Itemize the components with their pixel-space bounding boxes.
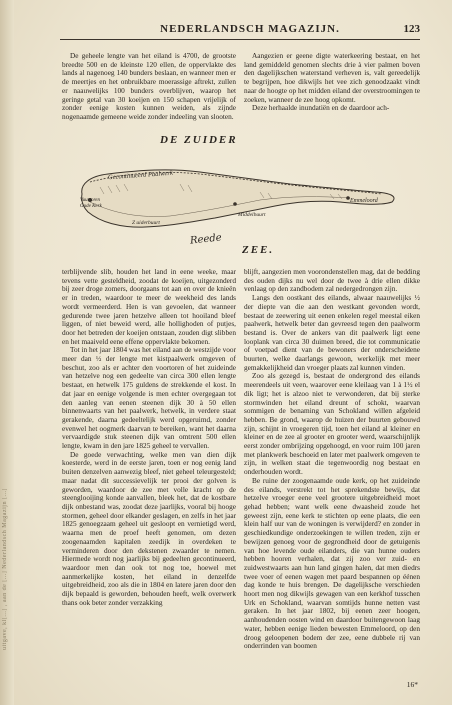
paragraph: Zoo als gezegd is, bestaat de ondergrond des eilands meerendeels uit veen, waarover eene kleilaag van 1 à 1½ el dik ligt; het is alzoo niet te verwonderen, dat bij sterke stormwinden het eiland dreunt of schokt, waarvan sommigen de benaming van Schokland willen afgeleid hebben. Be grond, waarop de huizen der buurten gebouwd zijn, schijnt in vroegeren tijd, toen het eiland al kleiner en kleiner en de zee al grooter en grooter werd, waarschijnlijk eerst zonder ombrijzing opgehoogd, en voor ruim 100 jaren met plankwerk beschoeid en later met paalwerk omgeven te zijn, in welken staat die tegenwoordig nog bestaat en onderhouden wordt. (244, 371, 420, 477)
column-bottom-left (62, 268, 236, 673)
paragraph: Be ruine der zoogenaamde oude kerk, op het zuideinde des eilands, verstrekt tot het sprekendste bewijs, dat hetzelve vroeger eene veel grootere uitgebreidheid moet gehad hebben; want welk eene dwaasheid zoude het geweest zijn, eene kerk te stichten op eene plaats, die een klein half uur van de woningen is verwijderd? en zonder in geschiedkundige onderzoekingen te willen treden, zijn er bewijzen genoeg voor de gegrondheid door de getuigenis van hoe levende oude eilanders, die van hunne ouders hebben hooren verhalen, dat zij zoo ver zuid- en zuidwestwaarts aan hun land gingen halen, dat men diedrs twee voer of eenen wagen met paard bespannen op éénen dag konde te huis brengen. De dagelijksche verschieden hoort men nog dikwijls gewagen van een kerkhof tusschen Urk en Schokland, waarvan somtijds hunne netten vast geraken. In het jaar 1802, bij eenen zeer hoogen, aanhoudenden oosten wind en daardoor buitengewoon laag water, hebben eenige lieden bewesten Emmeloord, op den droog geloopenen bodem der zee, eene dubbele rij van onderrinden van boomen (244, 475, 420, 651)
paragraph: Langs den oostkant des eilands, alwaar naauwelijks ½ der diepte van die aan den westkant gevonden wordt, bestaat de zeewering uit eenen enkelen regel meestal eiken paalwerk, hetwelk beter dan gevreesd tegen den paalworm bestand is. Over de ankers van dit paalwerk ligt eene looplank van circa 30 duimen breed, die tot communicatie of voetpad dient van de bewoners der onderscheidene buurten, welke daarlangs gewoon, werkelijk met meer gemakkelijkheid dan vroeger plaats zal kunnen vinden. (244, 293, 420, 372)
map-label-emmeloord: Emmeloord (350, 198, 378, 204)
paragraph: Aangezien er geene digte waterkeering bestaat, en het land gemiddeld genomen slechts drie à vier palmen boven den dagelijkschen waterstand verheven is, valt gereedelijk te begrijpen, hoe dikwijls het vee zich genoodzaakt vindt naar de hoogte op het midden eiland der overstroomingen te zoeken, wanneer de zee hoog opkomt. (244, 52, 420, 104)
column-top-right (244, 52, 420, 140)
map-label-north: DE ZUIDER (160, 134, 238, 146)
paragraph: terblijvende slib, houden het land in eene weeke, maar tevens vette gesteldheid, zoodat de koeijen, uitgezonderd bij zeer droge zomers, doorgaans tot aan en over de knieën er in treden, waardoor te meer de weekheid des lands wordt vermeerderd. Hen is van gevoelen, dat wanneer gedurende twee jaren hetzelve alleen tot hooiland bleef liggen, of niet beweid werd, alle hollighoden of putjes, door het betreden der koeijen ontstaan, zouden digt slibben en het maaiveld eene effene oppervlakte bekomen. (62, 268, 236, 346)
map-label-oude-kerk: Oude Kerk (80, 204, 102, 209)
paragraph: Deze herhaalde inundatiën en de daardoor ach- (252, 103, 390, 113)
middelbuurt-marker (233, 202, 237, 206)
map-label-paalwerk: Gecontinueerd Paalwerk (107, 169, 174, 182)
map-label-zuiderbuurt: Z uiderbuurt (132, 220, 160, 226)
page-header (60, 23, 420, 39)
column-top-left (62, 52, 236, 140)
page-number: 123 (403, 23, 420, 35)
island-map (60, 132, 422, 264)
spine-bleed-text: uitgave, kl[...] , aan de [...] Nederlandsch Magazijn [...] (2, 488, 8, 650)
paragraph: De goede verwachting, welke men van dien dijk koesterde, werd in de eerste jaren, toen er nog eenig land buiten denzelven aanwezig bleef, niet geheel teleurgesteld; maar nadat dit successievelijk ter prooi der golven is geworden, waardoor de zee met volle kracht op de steenglooijing konde aanvallen, bleek het, dat de kostbare dijk onbestand was, zoodat deze jaarlijks, vooral bij hooge stormen, geheel door elkander geslagen, en zelfs in het jaar 1825 genoegzaam geheel uit gesloopt en vernietigd werd, waarna men de proef heeft genomen, om dezen zoogenaamden kapitalen zeedijk in overdeken te verminderen door den dekstenen zwaarder te nemen. Hiermede wordt nog jaarlijks bij gedeelten gecontinueerd, waardoor men dan ook tot nog toe, hoewel met aanmerkelijke kosten, het eiland in denzelfde uitgebreidheid, zoo als die in 1804 en latere jaren door den dijk bepaald is geworden, behouden heeft, welk overwerk thans ook beter zonder verzakking (62, 449, 236, 607)
running-title: NEDERLANDSCH MAGAZIJN. (160, 23, 340, 35)
paragraph: blijft, aangezien men voorondenstellen mag, dat de bedding des ouden dijks nu wel door de twee à drie ellen dikke venlaag op den zandbodem zal nedergedrongen zijn. (244, 268, 420, 294)
header-rule (60, 39, 420, 40)
map-label-middelbuurt: Middelbuurt (238, 212, 266, 218)
map-label-reede: Reede (189, 232, 223, 247)
paragraph: De geheele lengte van het eiland is 4700, de grootste breedte 500 en de kleinste 120 ellen, de oppervlakte des lands al nagenoeg 140 bunders beslaan, en wanneer men er de meertjes en het onbruikbare moerassige aftrekt, zullen er naauwelijks 100 bunders overblijven, waarop het geringe getal van 30 koeijen en 150 schapen vrijelijk of zonder eenige kosten kunnen weiden, als zijnde nogenaamde gemeene weide zonder indeeling van slooten. (62, 52, 236, 121)
map-label-vuurtoren: Vuurtoren (80, 198, 100, 203)
paragraph: Tot in het jaar 1804 was het eiland aan de westzijde voor meer dan ½ der lengte met kistpaalwerk omgeven of beschut, zoo als er achter den voortoren of het zuideinde van hetzelve nog een gedeelte van circa 300 ellen lengte bestaat, en hetwelk 175 guldens de strekkende el kost. In dat jaar en eenige volgende is men echter overgegaan tot den aanleg van eenen steenen dijk 30 à 50 ellen binnenwaarts van het paalwerk, hetwelk, in verdere staat gerakende, daarna gedeeltelijk werd opgeruimd, zonder evenwel het oogmerk daarvan te bereiken, want het daarna vervaardigde stuk steenen dijk van omtrent 500 ellen lengte, kwam in den jare 1825 geheel te vervallen. (62, 345, 236, 451)
signature-mark: 16* (406, 680, 418, 689)
column-bottom-right (244, 268, 420, 678)
map-label-south: ZEE. (242, 244, 275, 256)
